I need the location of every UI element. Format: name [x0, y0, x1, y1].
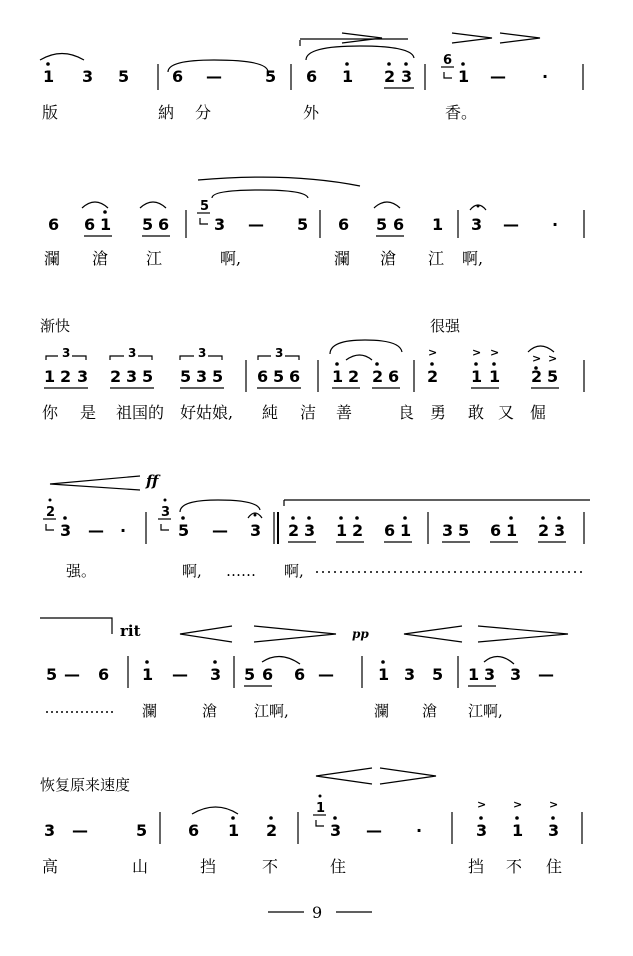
note: 3: [510, 665, 522, 684]
lyric-char: 瀾: [142, 702, 158, 720]
note: 2: [60, 367, 72, 386]
note: 5: [142, 367, 154, 386]
note: 1: [468, 665, 480, 684]
note: 3: [210, 665, 222, 684]
lyric-char: 好姑娘,: [180, 403, 234, 422]
lyric-char: 洁: [300, 403, 317, 422]
note: 6: [306, 67, 318, 86]
lyric-char: 强。: [66, 562, 97, 580]
lyric-char: 滄: [92, 249, 109, 268]
note: 5: [136, 821, 148, 840]
note: 6: [490, 521, 502, 540]
note: 5: [432, 665, 444, 684]
svg-text:>: >: [513, 798, 523, 811]
note-dash: —: [318, 665, 334, 684]
note: 5: [376, 215, 388, 234]
page-footer: [268, 903, 372, 922]
note: 2: [352, 521, 364, 540]
note: 3: [44, 821, 56, 840]
lyric-char: 啊,: [182, 562, 202, 580]
note-dot: ·: [416, 821, 423, 840]
note: 1: [228, 821, 240, 840]
note-dash: —: [366, 821, 382, 840]
note: 3: [442, 521, 454, 540]
score-row-6: [40, 768, 582, 876]
lyric-char: 勇: [430, 403, 447, 422]
note: 5: [265, 67, 277, 86]
note: 3: [126, 367, 138, 386]
note: 5: [212, 367, 224, 386]
note: 5: [46, 665, 58, 684]
note: 1: [342, 67, 354, 86]
grace-note: 6: [443, 53, 453, 68]
grace-note: 3: [161, 505, 171, 520]
lyric-char: 不: [506, 857, 523, 876]
note-dot: ·: [542, 67, 549, 86]
svg-text:3: 3: [275, 346, 284, 360]
note-dash: —: [538, 665, 554, 684]
svg-text:>: >: [428, 346, 438, 359]
lyric-char: 良: [398, 403, 415, 422]
note: 5: [142, 215, 154, 234]
note-dot: ·: [552, 215, 559, 234]
note-dash: —: [172, 665, 188, 684]
note: 3: [404, 665, 416, 684]
lyric-char: 善: [336, 403, 353, 422]
lyric-char: 滄: [202, 702, 218, 720]
note: 6: [48, 215, 60, 234]
lyric-char: 江啊,: [468, 702, 503, 720]
note: 1: [142, 665, 154, 684]
lyric-char: 挡: [200, 857, 217, 876]
lyric-char: 倔: [530, 403, 547, 422]
note: 1: [100, 215, 112, 234]
note: 5: [547, 367, 559, 386]
score-row-5: [40, 618, 568, 720]
page-number: 9: [312, 903, 323, 922]
score-row-4: [43, 472, 590, 580]
note-dash: —: [248, 215, 264, 234]
lyric-char: 瀾: [374, 702, 390, 720]
svg-text:3: 3: [198, 346, 207, 360]
note-dash: —: [206, 67, 222, 86]
lyric-char: 敢: [468, 403, 485, 422]
lyric-extension: ……: [226, 562, 256, 580]
note: 2: [427, 367, 439, 386]
lyric-char: 住: [330, 857, 347, 876]
note: 1: [432, 215, 444, 234]
note-dash: —: [72, 821, 88, 840]
lyric-char: 不: [262, 857, 279, 876]
note: 2: [110, 367, 122, 386]
note: 3: [196, 367, 208, 386]
note: 6: [158, 215, 170, 234]
note: 3: [484, 665, 496, 684]
note: 6: [188, 821, 200, 840]
note: 6: [257, 367, 269, 386]
tempo-direction: 恢复原来速度: [40, 776, 131, 794]
note: 3: [471, 215, 483, 234]
svg-text:>: >: [477, 798, 487, 811]
lyric-char: 高: [42, 857, 59, 876]
note: 3: [554, 521, 566, 540]
note: 1: [512, 821, 524, 840]
note: 3: [304, 521, 316, 540]
lyric-char: 挡: [468, 857, 485, 876]
lyric-char: 山: [132, 857, 149, 876]
lyric-char: 香。: [445, 103, 478, 122]
note: 1: [471, 367, 483, 386]
lyric-char: 住: [546, 857, 563, 876]
note: 1: [44, 367, 56, 386]
lyric-char: 江啊,: [254, 702, 289, 720]
lyric-char: 啊,: [220, 249, 242, 268]
note: 3: [77, 367, 89, 386]
svg-text:>: >: [549, 798, 559, 811]
lyric-char: 啊,: [284, 562, 304, 580]
lyric-char: 版: [42, 103, 59, 122]
note: 1: [506, 521, 518, 540]
note: 2: [538, 521, 550, 540]
svg-text:>: >: [472, 346, 482, 359]
note: 5: [118, 67, 130, 86]
note: 2: [372, 367, 384, 386]
svg-text:3: 3: [128, 346, 137, 360]
lyric-char: 純: [262, 403, 279, 422]
note: 2: [348, 367, 360, 386]
note: 5: [178, 521, 190, 540]
lyric-char: 分: [195, 103, 212, 122]
note-dash: —: [212, 521, 228, 540]
note: 6: [384, 521, 396, 540]
note: 3: [214, 215, 226, 234]
grace-note: 2: [46, 505, 56, 520]
note: 6: [289, 367, 301, 386]
note: 1: [332, 367, 344, 386]
note: 6: [338, 215, 350, 234]
note: 3: [330, 821, 342, 840]
lyric-char: 滄: [380, 249, 397, 268]
lyric-char: 瀾: [334, 249, 351, 268]
note: 1: [458, 67, 470, 86]
lyric-char: 外: [303, 103, 320, 122]
lyric-char: 江: [428, 249, 445, 268]
note: 5: [273, 367, 285, 386]
svg-text:3: 3: [62, 346, 71, 360]
note: 3: [476, 821, 488, 840]
lyric-char: 瀾: [44, 249, 61, 268]
lyric-char: 你: [42, 403, 59, 422]
dynamic-pp: pp: [352, 627, 369, 641]
note: 5: [297, 215, 309, 234]
note: 6: [172, 67, 184, 86]
score-row-3: [40, 317, 584, 422]
note: 2: [384, 67, 396, 86]
note: 6: [262, 665, 274, 684]
note: 1: [489, 367, 501, 386]
lyric-char: 啊,: [462, 249, 484, 268]
dynamic-ff: ff: [146, 472, 159, 490]
svg-text:>: >: [548, 352, 558, 365]
lyric-char: 祖国的: [116, 403, 165, 422]
svg-text:>: >: [490, 346, 500, 359]
expression-direction: 很强: [430, 317, 461, 335]
grace-note: 5: [200, 199, 210, 214]
note-dash: —: [88, 521, 104, 540]
note: 6: [294, 665, 306, 684]
note-dash: —: [490, 67, 506, 86]
grace-note: 1: [316, 801, 326, 816]
note: 1: [378, 665, 390, 684]
note: 3: [401, 67, 413, 86]
note: 5: [244, 665, 256, 684]
svg-text:>: >: [532, 352, 542, 365]
note-dash: —: [503, 215, 519, 234]
note: 5: [458, 521, 470, 540]
note: 1: [400, 521, 412, 540]
lyric-char: 又: [498, 403, 515, 422]
score-row-2: [44, 177, 584, 268]
note: 2: [531, 367, 543, 386]
note: 6: [393, 215, 405, 234]
note: 5: [180, 367, 192, 386]
lyric-char: 江: [146, 249, 163, 268]
note: 1: [336, 521, 348, 540]
lyric-char: 滄: [422, 702, 438, 720]
note: 6: [388, 367, 400, 386]
tempo-direction: 渐快: [40, 317, 71, 335]
note: 1: [43, 67, 55, 86]
note: 6: [98, 665, 110, 684]
note: 2: [288, 521, 300, 540]
note: 3: [60, 521, 72, 540]
note: 3: [548, 821, 560, 840]
note-dot: ·: [120, 521, 127, 540]
score-row-1: [40, 33, 583, 122]
rit-marking: rit: [120, 622, 141, 640]
note: 3: [250, 521, 262, 540]
note-dash: —: [64, 665, 80, 684]
note: 2: [266, 821, 278, 840]
lyric-char: 納: [158, 103, 175, 122]
lyric-char: 是: [80, 403, 97, 422]
note: 3: [82, 67, 94, 86]
note: 6: [84, 215, 96, 234]
